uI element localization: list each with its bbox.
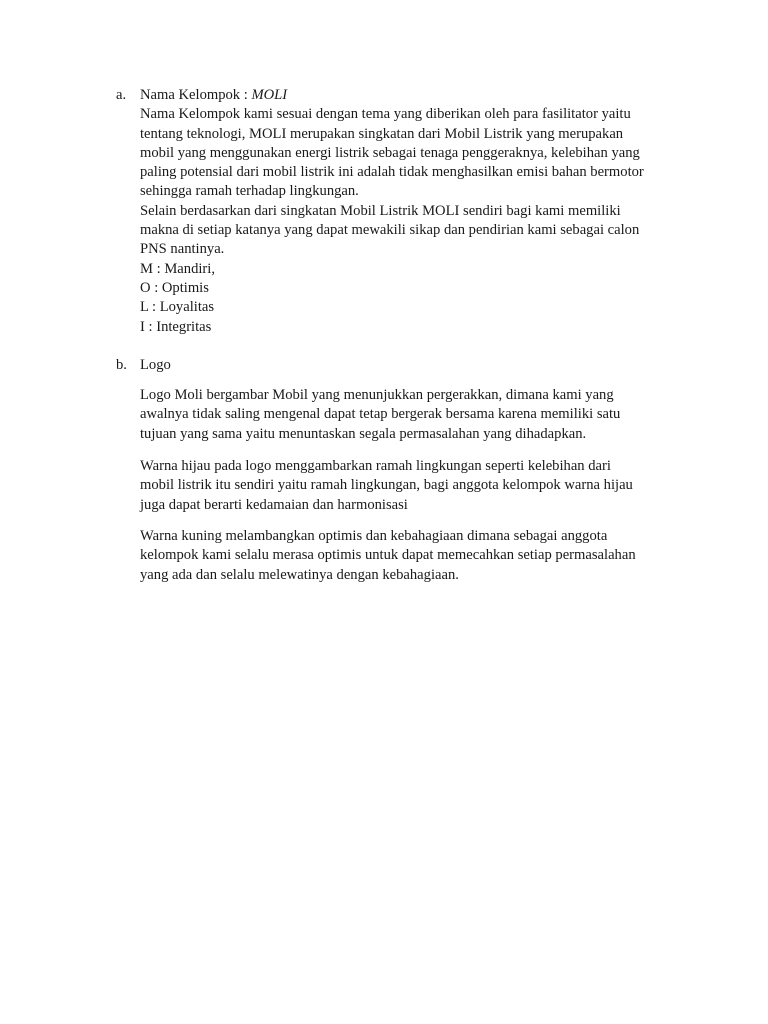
acronym-m: M : Mandiri, [140,260,215,277]
acronym-i: I : Integritas [140,318,212,335]
text-line: Warna hijau pada logo menggambarkan ramah lingkungan seperti kelebihan dari [140,458,611,474]
text-line: tentang teknologi, MOLI merupakan singkatan dari Mobil Listrik yang merupakan [140,125,624,142]
text-line: Logo Moli bergambar Mobil yang menunjukkan pergerakkan, dimana kami yang [140,387,614,403]
paragraph-green-color [140,457,680,515]
acronym-l: L : Loyalitas [140,299,215,316]
text-line: mobil yang menggunakan energi listrik sebagai tenaga penggeraknya, kelebihan yang [140,144,640,161]
text-line: Nama Kelompok kami sesuai dengan tema yang diberikan oleh para fasilitator yaitu [140,106,631,123]
text-line: Selain berdasarkan dari singkatan Mobil Listrik MOLI sendiri bagi kami memiliki [140,202,621,219]
paragraph-logo-description [140,386,680,444]
text-line: mobil listrik itu sendiri yaitu ramah lingkungan, bagi anggota kelompok warna hijau [140,477,633,494]
text-line: tujuan yang sama yaitu menuntaskan segala permasalahan yang dihadapkan. [140,425,587,442]
section-b-content [140,356,680,583]
text-line: Warna kuning melambangkan optimis dan kebahagiaan dimana sebagai anggota [140,528,608,544]
text-line: PNS nantinya. [140,241,225,258]
list-marker-a: a. [116,87,127,103]
text-line: kelompok kami selalu merasa optimis untuk dapat memecahkan setiap permasalahan [140,547,636,564]
group-name: MOLI [251,87,288,103]
text-line: sehingga ramah terhadap lingkungan. [140,183,359,200]
text-line: juga dapat berarti kedamaian dan harmonisasi [140,496,408,513]
paragraph-yellow-color [140,527,680,585]
text-line: paling potensial dari mobil listrik ini adalah tidak menghasilkan emisi bahan bermotor [140,164,644,181]
list-marker-b: b. [116,357,127,373]
text-line: awalnya tidak saling mengenal dapat tetap bergerak bersama karena memiliki satu [140,406,621,423]
section-b-heading: Logo [140,357,171,373]
section-a-heading [140,86,680,105]
section-a-content [140,86,680,337]
text-line: makna di setiap katanya yang dapat mewakili sikap dan pendirian kami sebagai calon [140,222,640,239]
acronym-o: O : Optimis [140,279,209,296]
text-line: yang ada dan selalu melewatinya dengan kebahagiaan. [140,566,459,583]
heading-prefix: Nama Kelompok : [140,87,252,103]
